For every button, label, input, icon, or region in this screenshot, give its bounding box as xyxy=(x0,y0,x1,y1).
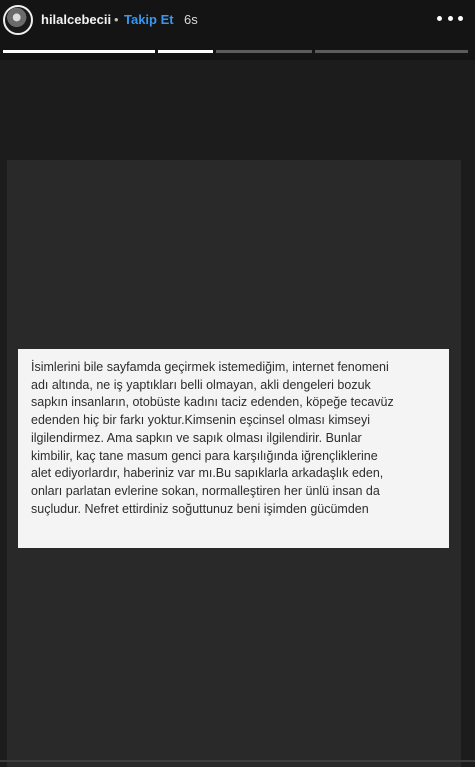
progress-segment xyxy=(216,50,312,53)
more-horizontal-icon[interactable] xyxy=(437,16,463,24)
timestamp: 6s xyxy=(184,12,198,27)
progress-segment xyxy=(3,50,155,53)
story-progress xyxy=(0,50,475,53)
follow-button[interactable]: Takip Et xyxy=(124,12,174,27)
story-header xyxy=(0,0,475,58)
text-note-card xyxy=(18,349,449,548)
separator-dot: • xyxy=(114,12,119,27)
avatar[interactable] xyxy=(3,5,33,35)
progress-fill xyxy=(3,50,155,53)
username-link[interactable]: hilalcebecii xyxy=(41,12,112,27)
progress-segment xyxy=(158,50,213,53)
progress-segment xyxy=(315,50,468,53)
story-text: İsimlerini bile sayfamda geçirmek istemediğim, internet fenomeni adı altında, ne iş yaptıkları belli olmayan, akli dengeleri bozuk sapkın insanların, otobüste kadını taciz edenden, köpeğe tecavüz edenden hiç bir farkı yoktur.Kimsenin eşcinsel olması kimseyi ilgilendirmez. Ama sapkın ve sapık olması ilgilendirir. Bunlar kimbilir, kaç tane masum genci para karşılığında iğrençliklerine alet ediyorlardır, haberiniz var mı.Bu sapıklarla arkadaşlık eden, onları parlatan evlerine sokan, normalleştiren her ünlü insan da suçludur. Nefret ettirdiniz soğuttunuz beni işimden gücümden xyxy=(31,360,394,516)
progress-fill xyxy=(158,50,213,53)
divider xyxy=(0,760,475,762)
